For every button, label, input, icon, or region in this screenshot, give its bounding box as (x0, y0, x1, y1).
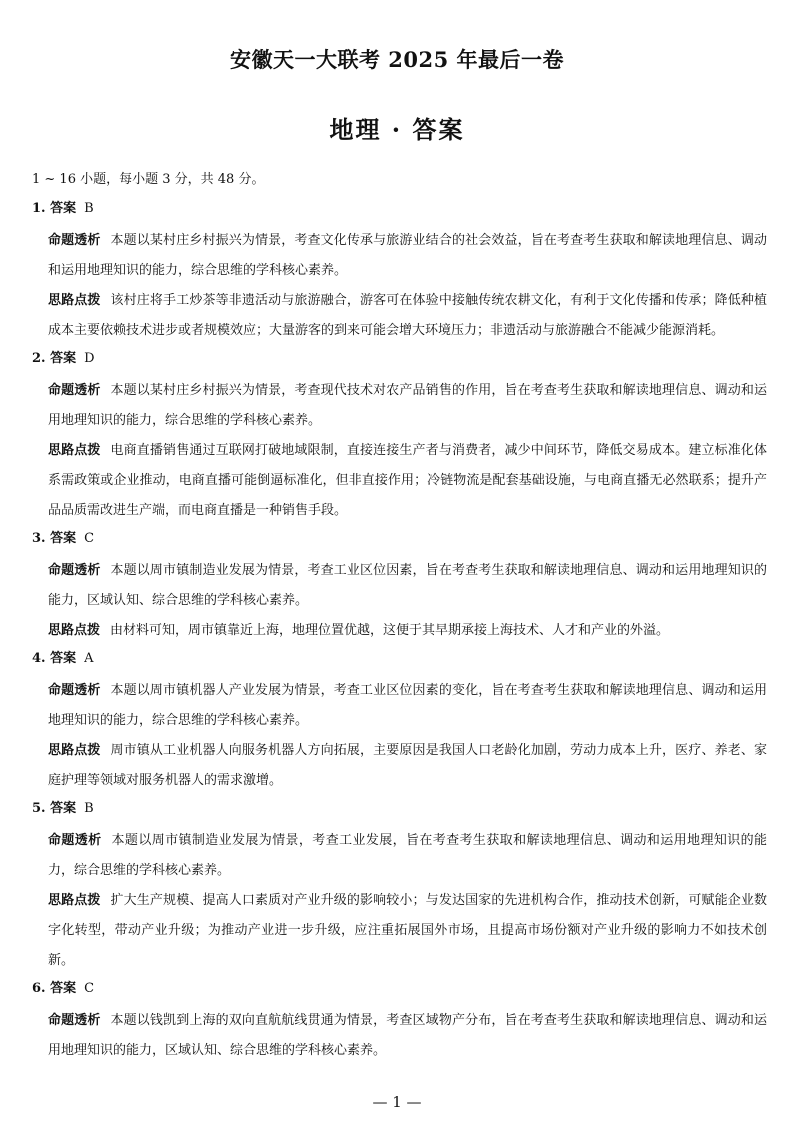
analysis-text: 本题以周市镇机器人产业发展为情景，考查工业区位因素的变化，旨在考查考生获取和解读地理信息、调动和运用地理知识的能力，综合思维的学科核心素养。 (48, 683, 767, 728)
analysis-paragraph (32, 376, 767, 436)
approach-paragraph (32, 736, 767, 796)
question-number: 4. 答案 (32, 651, 77, 666)
analysis-paragraph (32, 826, 767, 886)
approach-paragraph (32, 286, 767, 346)
answer-letter: B (84, 801, 94, 816)
analysis-paragraph (32, 226, 767, 286)
answer-letter: B (84, 201, 94, 216)
analysis-text: 本题以钱凯到上海的双向直航航线贯通为情景，考查区域物产分布，旨在考查考生获取和解读地理信息、调动和运用地理知识的能力，区域认知、综合思维的学科核心素养。 (48, 1013, 767, 1058)
approach-paragraph (32, 886, 767, 976)
answer-letter: D (84, 351, 95, 366)
question-number: 2. 答案 (32, 351, 77, 366)
question-number: 3. 答案 (32, 531, 77, 546)
question-item (32, 200, 767, 346)
approach-text: 电商直播销售通过互联网打破地域限制，直接连接生产者与消费者，减少中间环节，降低交易成本。建立标准化体系需政策或企业推动，电商直播可能倒逼标准化，但非直接作用；冷链物流是配套基础设施，与电商直播无必然联系；提升产品品质需改进生产端，而电商直播是一种销售手段。 (48, 443, 767, 518)
answer-content (32, 170, 767, 1066)
analysis-label: 命题透析 (48, 383, 101, 398)
analysis-paragraph (32, 556, 767, 616)
question-number: 1. 答案 (32, 201, 77, 216)
question-heading (32, 650, 767, 668)
intro-line: 1 ~ 16 小题，每小题 3 分，共 48 分。 (32, 172, 265, 187)
question-number: 6. 答案 (32, 981, 77, 996)
answer-letter: C (84, 981, 95, 996)
page-number: — 1 — (372, 1093, 422, 1111)
analysis-paragraph (32, 676, 767, 736)
question-item (32, 350, 767, 526)
answer-letter: A (84, 651, 94, 666)
question-number: 5. 答案 (32, 801, 77, 816)
answer-letter: C (84, 531, 95, 546)
question-heading (32, 350, 767, 368)
approach-text: 周市镇从工业机器人向服务机器人方向拓展，主要原因是我国人口老龄化加剧，劳动力成本上升，医疗、养老、家庭护理等领域对服务机器人的需求激增。 (48, 743, 767, 788)
analysis-text: 本题以某村庄乡村振兴为情景，考查现代技术对农产品销售的作用，旨在考查考生获取和解读地理信息、调动和运用地理知识的能力，综合思维的学科核心素养。 (48, 383, 767, 428)
analysis-text: 本题以周市镇制造业发展为情景，考查工业发展，旨在考查考生获取和解读地理信息、调动和运用地理知识的能力，综合思维的学科核心素养。 (48, 833, 767, 878)
approach-label: 思路点拨 (48, 293, 101, 308)
question-heading (32, 200, 767, 218)
approach-paragraph (32, 436, 767, 526)
approach-paragraph (32, 616, 767, 646)
question-heading (32, 980, 767, 998)
approach-text: 该村庄将手工炒茶等非遗活动与旅游融合，游客可在体验中接触传统农耕文化，有利于文化传播和传承；降低种植成本主要依赖技术进步或者规模效应；大量游客的到来可能会增大环境压力；非遗活动与旅游融合不能减少能源消耗。 (48, 293, 767, 338)
analysis-label: 命题透析 (48, 233, 101, 248)
question-heading (32, 800, 767, 818)
approach-text: 扩大生产规模、提高人口素质对产业升级的影响较小；与发达国家的先进机构合作，推动技术创新，可赋能企业数字化转型，带动产业升级；为推动产业进一步升级，应注重拓展国外市场，且提高市场份额对产业升级的影响力不如技术创新。 (48, 893, 767, 968)
document-title: 安徽天一大联考 2025 年最后一卷 (229, 47, 565, 72)
approach-label: 思路点拨 (48, 443, 101, 458)
analysis-label: 命题透析 (48, 833, 102, 848)
analysis-label: 命题透析 (48, 683, 101, 698)
analysis-label: 命题透析 (48, 1013, 101, 1028)
question-item (32, 650, 767, 796)
question-item (32, 980, 767, 1066)
approach-label: 思路点拨 (48, 743, 101, 758)
question-heading (32, 530, 767, 548)
analysis-text: 本题以周市镇制造业发展为情景，考查工业区位因素，旨在考查考生获取和解读地理信息、调动和运用地理知识的能力，区域认知、综合思维的学科核心素养。 (48, 563, 767, 608)
approach-label: 思路点拨 (48, 893, 101, 908)
analysis-label: 命题透析 (48, 563, 101, 578)
approach-text: 由材料可知，周市镇靠近上海，地理位置优越，这便于其早期承接上海技术、人才和产业的外溢。 (110, 623, 670, 638)
analysis-paragraph (32, 1006, 767, 1066)
question-list (32, 200, 767, 1066)
approach-label: 思路点拨 (48, 623, 101, 638)
question-item (32, 530, 767, 646)
analysis-text: 本题以某村庄乡村振兴为情景，考查文化传承与旅游业结合的社会效益，旨在考查考生获取和解读地理信息、调动和运用地理知识的能力，综合思维的学科核心素养。 (48, 233, 767, 278)
document-subtitle: 地理 · 答案 (329, 115, 465, 144)
question-item (32, 800, 767, 976)
